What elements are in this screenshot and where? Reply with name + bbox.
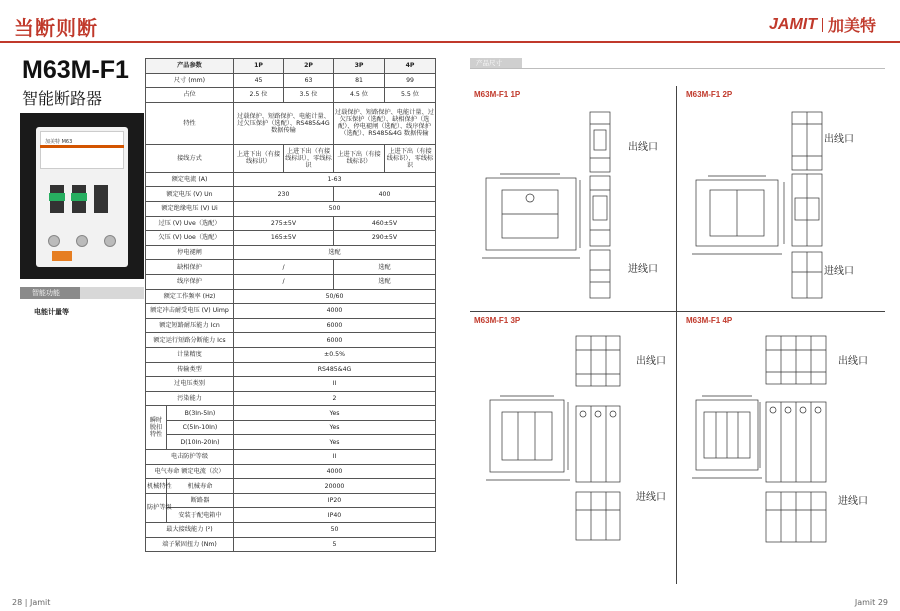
- row-label: 污染能力: [146, 391, 234, 406]
- cell: /: [234, 274, 334, 289]
- table-row: [146, 231, 436, 246]
- table-row: [146, 187, 436, 202]
- outlet-label-3p: 出线口: [636, 356, 666, 367]
- table-row: [146, 464, 436, 479]
- drawing-title-4p: M63M-F1 4P: [686, 316, 733, 325]
- dimension-drawing-2p: [688, 110, 878, 300]
- table-row: [146, 406, 436, 421]
- breaker-indicator: [71, 193, 87, 201]
- inlet-label-3p: 进线口: [636, 492, 666, 503]
- table-row: [146, 88, 436, 103]
- row-label: 额定绝缘电压 (V) Ui: [146, 201, 234, 216]
- cell: 5.5 位: [385, 88, 436, 103]
- cell: 5: [234, 537, 436, 552]
- cell: 460±5V: [334, 216, 436, 231]
- cell: 230: [234, 187, 334, 202]
- cell: 选配: [334, 274, 436, 289]
- table-row: [146, 304, 436, 319]
- table-row: [146, 59, 436, 74]
- row-label: 电击防护等级: [146, 450, 234, 465]
- drawing-title-2p: M63M-F1 2P: [686, 90, 733, 99]
- table-row: [146, 318, 436, 333]
- cell: 3.5 位: [284, 88, 334, 103]
- cell: 上进下出（有接线标识）: [334, 144, 385, 172]
- row-label: 占位: [146, 88, 234, 103]
- header-cell: 1P: [234, 59, 284, 74]
- table-row: [146, 493, 436, 508]
- cell: 4.5 位: [334, 88, 385, 103]
- cell: Yes: [234, 406, 436, 421]
- table-row: [146, 274, 436, 289]
- quadrant-divider-vertical: [676, 86, 677, 584]
- table-row: [146, 289, 436, 304]
- header-calligraphy: 当断则断: [14, 16, 98, 40]
- product-subtitle: 智能断路器: [22, 89, 103, 108]
- cell: 过载保护、短路保护、电能计量、过欠压保护（选配）、缺相保护（选配）、停电褪闸（选配）、线序保护（选配）、RS485&4G 数据传输: [334, 102, 436, 144]
- table-row: [146, 201, 436, 216]
- row-label: C(5In-10In): [167, 420, 234, 435]
- dimension-section-title: 产品尺寸: [470, 58, 522, 69]
- row-label: 额定电压 (V) Un: [146, 187, 234, 202]
- cell: IP40: [234, 508, 436, 523]
- inlet-label-4p: 进线口: [838, 496, 868, 507]
- cell: 2: [234, 391, 436, 406]
- row-group-label: 机械特性: [146, 479, 167, 494]
- table-row: [146, 144, 436, 172]
- spec-table: [145, 58, 436, 552]
- table-row: [146, 450, 436, 465]
- row-label: 安装于配电箱中: [167, 508, 234, 523]
- cell: II: [234, 377, 436, 392]
- test-button: [52, 251, 72, 261]
- table-row: [146, 260, 436, 275]
- logo-en: JAMIT: [768, 15, 817, 33]
- cell: RS485&4G: [234, 362, 436, 377]
- row-label: 端子紧固扭力 (Nm): [146, 537, 234, 552]
- terminal-screw: [76, 235, 88, 247]
- table-row: [146, 479, 436, 494]
- table-row: [146, 537, 436, 552]
- row-label: 过电压类别: [146, 377, 234, 392]
- row-label: 停电褪闸: [146, 245, 234, 260]
- page-number-right: Jamit 29: [854, 598, 888, 607]
- row-label: 电气寿命 额定电流（次）: [146, 464, 234, 479]
- inlet-label-1p: 进线口: [628, 264, 658, 275]
- cell: 6000: [234, 333, 436, 348]
- outlet-label-2p: 出线口: [824, 134, 854, 145]
- cell: II: [234, 450, 436, 465]
- cell: 2.5 位: [234, 88, 284, 103]
- table-row: [146, 347, 436, 362]
- row-label: 接线方式: [146, 144, 234, 172]
- cell: 50: [234, 523, 436, 538]
- row-group-label: 瞬时脱扣特性: [146, 406, 167, 450]
- cell: 20000: [234, 479, 436, 494]
- smart-function-bar: [20, 287, 144, 299]
- drawing-title-3p: M63M-F1 3P: [474, 316, 521, 325]
- row-label: 特性: [146, 102, 234, 144]
- cell: 过载保护、短路保护、电能计量、过欠压保护（选配）、RS485&4G 数据传输: [234, 102, 334, 144]
- table-row: [146, 73, 436, 88]
- dimension-drawing-3p: [480, 330, 670, 580]
- row-label: 额定短路耐压能力 Icn: [146, 318, 234, 333]
- cell: 6000: [234, 318, 436, 333]
- breaker-illustration: [36, 127, 128, 267]
- table-row: [146, 508, 436, 523]
- dimension-drawing-1p: [480, 110, 670, 300]
- cell: ±0.5%: [234, 347, 436, 362]
- table-row: [146, 362, 436, 377]
- cell: 上进下出（有接线标识），零线标识: [284, 144, 334, 172]
- row-label: D(10In-20In): [167, 435, 234, 450]
- cell: 选配: [334, 260, 436, 275]
- drawing-title-1p: M63M-F1 1P: [474, 90, 521, 99]
- outlet-label-1p: 出线口: [628, 142, 658, 153]
- row-label: 欠压 (V) Uoe（选配）: [146, 231, 234, 246]
- logo-cn: 加美特: [827, 16, 876, 35]
- header-cell: 2P: [284, 59, 334, 74]
- row-label: 过压 (V) Uve（选配）: [146, 216, 234, 231]
- row-group-label: 防护等级: [146, 493, 167, 522]
- cell: 290±5V: [334, 231, 436, 246]
- row-label: 最大接线能力 (²): [146, 523, 234, 538]
- row-label: 计量精度: [146, 347, 234, 362]
- row-label: 尺寸 (mm): [146, 73, 234, 88]
- cell: IP20: [234, 493, 436, 508]
- outlet-label-4p: 出线口: [838, 356, 868, 367]
- inlet-label-2p: 进线口: [824, 266, 854, 277]
- cell: 45: [234, 73, 284, 88]
- cell: 275±5V: [234, 216, 334, 231]
- terminal-screw: [104, 235, 116, 247]
- row-label: 线序保护: [146, 274, 234, 289]
- cell: 选配: [234, 245, 436, 260]
- row-label: B(3In-5In): [167, 406, 234, 421]
- header-cell: 3P: [334, 59, 385, 74]
- cell: 500: [234, 201, 436, 216]
- cell: 400: [334, 187, 436, 202]
- row-label: 额定电流 (A): [146, 172, 234, 187]
- breaker-accent: [40, 145, 124, 148]
- cell: 99: [385, 73, 436, 88]
- cell: /: [234, 260, 334, 275]
- breaker-switch: [94, 185, 108, 213]
- table-row: [146, 377, 436, 392]
- breaker-label-strip: [40, 131, 124, 169]
- page-number-left: 28 | Jamit: [12, 598, 51, 607]
- table-row: [146, 216, 436, 231]
- table-row: [146, 245, 436, 260]
- table-row: [146, 391, 436, 406]
- cell: Yes: [234, 435, 436, 450]
- logo-separator: [822, 18, 823, 32]
- header-rule: [0, 41, 900, 43]
- row-label: 断路器: [167, 493, 234, 508]
- row-label: 额定冲击耐受电压 (V) Uimp: [146, 304, 234, 319]
- table-row: [146, 102, 436, 144]
- dimension-drawing-4p: [690, 330, 880, 580]
- cell: 4000: [234, 464, 436, 479]
- row-label: 传输类型: [146, 362, 234, 377]
- quadrant-divider-horizontal: [470, 311, 885, 312]
- product-model: M63M-F1: [22, 56, 129, 84]
- smart-function-title: 智能功能: [32, 289, 60, 297]
- dimension-section-rule: [470, 68, 885, 69]
- smart-function-item: 电能计量等: [34, 308, 69, 316]
- row-label: 额定工作频率 (Hz): [146, 289, 234, 304]
- cell: 上进下出（有接线标识），零线标识: [385, 144, 436, 172]
- table-row: [146, 172, 436, 187]
- table-row: [146, 523, 436, 538]
- breaker-indicator: [49, 193, 65, 201]
- product-photo: [20, 113, 144, 279]
- table-row: [146, 420, 436, 435]
- brand-logo: [769, 13, 876, 36]
- breaker-label-text: 加美特 M63: [45, 139, 73, 145]
- header-cell: 4P: [385, 59, 436, 74]
- cell: 上进下出（有接线标识）: [234, 144, 284, 172]
- table-row: [146, 435, 436, 450]
- header-cell: 产品参数: [146, 59, 234, 74]
- cell: 50/60: [234, 289, 436, 304]
- cell: 4000: [234, 304, 436, 319]
- cell: Yes: [234, 420, 436, 435]
- terminal-screw: [48, 235, 60, 247]
- table-row: [146, 333, 436, 348]
- row-label: 缺相保护: [146, 260, 234, 275]
- cell: 81: [334, 73, 385, 88]
- cell: 165±5V: [234, 231, 334, 246]
- row-label: 额定运行短路分断能力 Ics: [146, 333, 234, 348]
- row-label: 机械寿命: [167, 479, 234, 494]
- cell: 1-63: [234, 172, 436, 187]
- cell: 63: [284, 73, 334, 88]
